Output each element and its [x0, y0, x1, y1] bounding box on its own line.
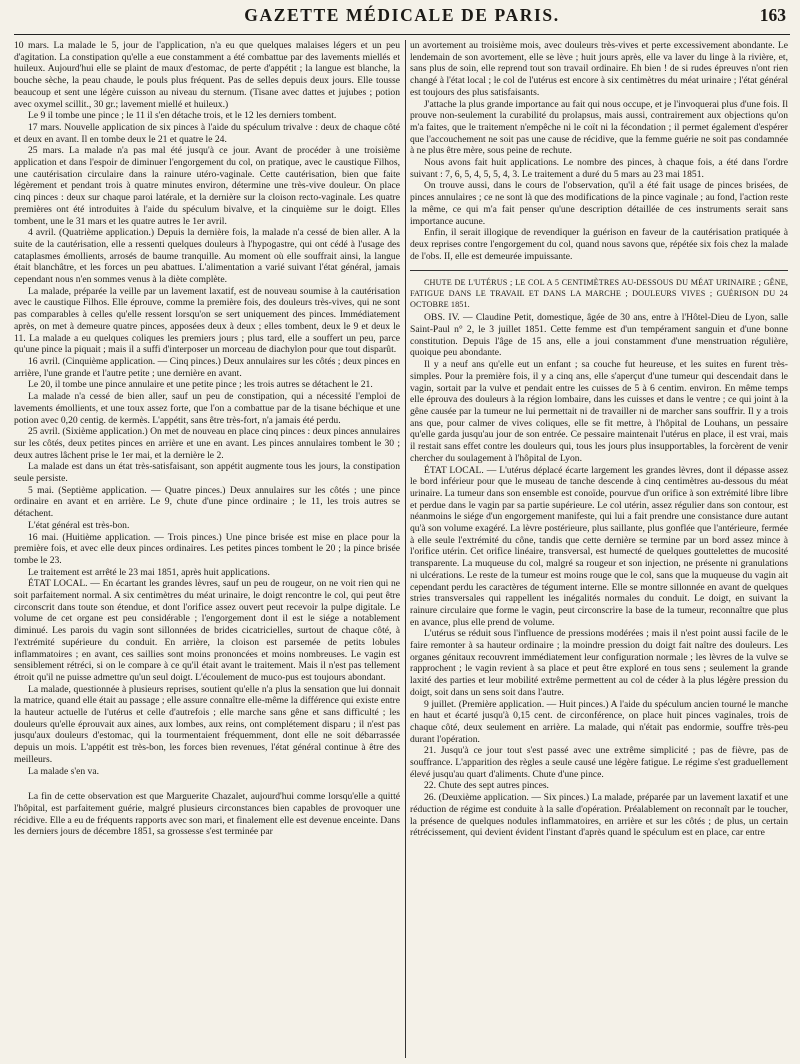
left-paragraph: Le 20, il tombe une pince annulaire et une petite pince ; les trois autres se détachent le 21.: [28, 379, 373, 391]
publication-title: GAZETTE MÉDICALE DE PARIS.: [244, 5, 560, 25]
page-header: [14, 0, 790, 35]
right-paragraph: un avortement au troisième mois, avec douleurs très-vives et perte excessivement abondante. Le lendemain de son avortement, elle se lève ; huit jours après, elle va laver du linge à la rivière, et, sans plus de soin, elle reprend tout son travail ordinaire. Eh bien ! de si rudes épreuves n'ont rien changé à l'état local ; le col de l'utérus est encore à six centimètres du méat urinaire ; l'état général est toujours des plus satisfaisants.: [410, 40, 788, 98]
right-paragraph: 9 juillet. (Première application. — Huit pinces.) A l'aide du spéculum ancien tourné le manche en haut et écarté jusqu'à 0,15 cent. de circonférence, on place huit pinces vaginales, trois de chaque côté, deux seulement en arrière. La malade, qui n'était pas endormie, souffre très-peu durant l'opération.: [410, 698, 788, 745]
left-paragraph: 5 mai. (Septième application. — Quatre pinces.) Deux annulaires sur les côtés ; une pince ordinaire en avant et en arrière. Le 9, chute d'une pince ordinaire ; le 11, les trois autres se détachent.: [14, 484, 400, 520]
left-paragraph: 25 mars. La malade n'a pas mal été jusqu'à ce jour. Avant de procéder à une troisième application et dans l'espoir de diminuer l'engorgement du col, on pratique, avec le caustique Filhos, une cautérisation circulaire dans la rainure utéro-vaginale. Cette cautérisation, bien que faite légèrement et pendant trois à quatre minutes environ, détermine une très-vive douleur. On place cinq pinces : deux sur chaque paroi latérale, et la dernière sur la cloison recto-vaginale. Les quatre premières ont été introduites à l'aide du spéculum bivalve, et la cinquième sur le doigt. Elles tombent, une le 31 mars et les quatre autres le 1er avril.: [14, 145, 400, 227]
left-paragraph: La malade, préparée la veille par un lavement laxatif, est de nouveau soumise à la cautérisation avec le caustique Filhos. Elle éprouve, comme la première fois, des douleurs très-vives, qui ne sont pas comparables à celles qu'elle ressent lorsqu'on se sert uniquement des pinces. Immédiatement après, on met à demeure quatre pinces, apposées deux à deux ; elles tombent, deux le 9 et deux le 11. La malade a eu quelques coliques les premiers jours ; plus tard, elle a souffert un peu, parce qu'une pince la piquait ; mais il a suffi d'interposer un morceau de diachylon pour que tout disparût.: [14, 285, 400, 356]
right-paragraph: Nous avons fait huit applications. Le nombre des pinces, à chaque fois, a été dans l'ordre suivant : 7, 6, 5, 4, 5, 5, 4, 3. Le traitement a duré du 5 mars au 23 mai 1851.: [410, 157, 788, 180]
right-paragraph: J'attache la plus grande importance au fait qui nous occupe, et je l'invoquerai plus d'une fois. Il prouve non-seulement la curabilité du prolapsus, mais aussi, contrairement aux objections qu'on m'a faites, que le traitement n'empêche ni le coït ni la fécondation ; il permet également d'espérer que l'accouchement ne soit pas une cause de récidive, que la femme guérie ne soit pas condamnée à ne plus être mère, sous peine de rechute.: [410, 98, 788, 157]
right-paragraph: Enfin, il serait illogique de revendiquer la guérison en faveur de la cautérisation pratiquée à deux reprises contre l'engorgement du col, quand nous savons que, répétée six fois chez la malade de l'obs. II, elle est demeurée impuissante.: [410, 227, 788, 262]
left-column: [14, 40, 400, 1060]
right-paragraph: On trouve aussi, dans le cours de l'observation, qu'il a été fait usage de pinces brisées, de pinces annulaires ; ce ne sont là que des modifications de la pince vaginale ; au fond, l'action reste la même, ce qui m'a fait penser qu'une description détaillée de ces instruments serait sans importance aucune.: [410, 180, 788, 227]
left-paragraph: La malade, questionnée à plusieurs reprises, soutient qu'elle n'a plus la sensation que lui donnait la matrice, quand elle était au passage ; elle assure connaître elle-même la différence qui existe entre la hauteur actuelle de l'utérus et celle d'autrefois ; elle marche sans gêne et sans difficulté ; les douleurs qu'elle éprouvait aux aines, aux lombes, aux reins, ont complétement disparu ; il n'est pas jusqu'aux douleurs d'estomac, qui la tourmentaient fréquemment, dont elle ne soit débarrassée depuis un mois. L'appétit est très-bon, les forces bien revenues, l'état général continue à être des meilleurs.: [14, 683, 400, 765]
left-paragraph: 25 avril. (Sixième application.) On met de nouveau en place cinq pinces : deux pinces annulaires sur les côtés, deux petites pinces en arrière et une en avant. Les pinces annulaires tombent le 30 ; deux autres lâchent prise le 1er mai, et la dernière le 2.: [14, 426, 400, 461]
paragraph-spacer: [14, 777, 400, 791]
left-paragraph: La malade s'en va.: [28, 765, 99, 777]
section-rule: [410, 270, 788, 271]
left-paragraph: 17 mars. Nouvelle application de six pinces à l'aide du spéculum trivalve : deux de chaque côté et deux en avant. Il en tombe deux le 21 et quatre le 24.: [14, 121, 400, 145]
right-paragraph: ÉTAT LOCAL. — L'utérus déplacé écarte largement les grandes lèvres, dont il dépasse assez le bord inférieur pour que le museau de tanche descende à cinq centimètres au-dessous du méat urinaire. La tumeur dans son ensemble est conoïde, pourvue d'un orifice à son extrémité libre libre et perdue dans le vagin par sa partie supérieure. Le col utérin, assez régulier dans son contour, est néanmoins le siége d'un engorgement manifeste, qui lui a fait prendre une consistance dure autant qu'à son volume exagéré. La lèvre postérieure, plus saillante, plus gonflée que l'antérieure, fermée à elle seule l'extrémité du cône, tandis que cette dernière se termine par un bord assez mince à l'orifice utérin. Cet orifice linéaire, transversal, est humecté de quelques gouttelettes de mucosité transparente. La muqueuse du col, malgré sa rougeur et son injection, ne présente ni granulations ni ulcérations. Le reste de la tumeur est moins rouge que le col, sans que la muqueuse du vagin ait cependant perdu les caractères de tégument interne. Elle se montre sillonnée en avant de quelques stries transversales qui rappellent les inégalités normales du conduit. Le doigt, en suivant la rainure circulaire que forme le vagin, peut circonscrire la base de la tumeur, reconnaître que plus en avance, plus elle prend de volume.: [410, 464, 788, 628]
left-paragraph: Le traitement est arrêté le 23 mai 1851, après huit applications.: [28, 566, 270, 578]
right-column: [410, 40, 788, 1060]
left-paragraph: La fin de cette observation est que Marguerite Chazalet, aujourd'hui comme lorsqu'elle a quitté l'hôpital, est parfaitement guérie, malgré plusieurs circonstances bien capables de provoquer une récidive. Elle a eu de fréquents rapports avec son mari, et finalement elle est devenue enceinte. Dans les derniers jours de décembre 1851, sa grossesse s'est terminée par: [14, 791, 400, 838]
left-paragraph: La malade est dans un état très-satisfaisant, son appétit augmente tous les jours, la constipation seule persiste.: [14, 461, 400, 485]
left-paragraph: 4 avril. (Quatrième application.) Depuis la dernière fois, la malade n'a cessé de bien aller. A la suite de la cautérisation, elle a ressenti quelques douleurs à l'hypogastre, qui ont cédé à l'usage des cataplasmes émollients, arrosés de baume tranquille. Au moment où elle souffrait ainsi, la langue était blanchâtre, et les forces un peu abattues. L'alimentation a varié suivant l'état général, jamais cependant nous n'en sommes venus à la diète complète.: [14, 227, 400, 286]
left-paragraph: La malade n'a cessé de bien aller, sauf un peu de constipation, qui a nécessité l'emploi de lavements émollients, et une toux assez forte, que l'on a combattue par de la tisane béchique et une potion avec 0,20 centig. de kermès. L'appétit, sans être très-fort, n'a jamais été perdu.: [14, 391, 400, 426]
left-paragraph: ÉTAT LOCAL. — En écartant les grandes lèvres, sauf un peu de rougeur, on ne voit rien qui ne soit parfaitement normal. A six centimètres du méat urinaire, le doigt rencontre le col, qui peut être circonscrit dans toute son étendue, et dont l'orifice assez ouvert peut recevoir la pulpe digitale. Le volume de cet organe est peu considérable ; l'engorgement dont il est le siége a notablement diminué. Les parois du vagin sont sillonnées de brides cicatricielles, surtout de chaque côté, à l'extrémité supérieure du conduit. En arrière, la cloison est parsemée de petits lobules inflammatoires ; en avant, ces saillies sont moins prononcées et moins nombreuses. Le vagin est sensiblement rétréci, si on le compare à ce qu'il était avant le traitement. Mais il n'est pas tellement étroit qu'il ne puisse admettre qu'un seul doigt. L'écoulement de muco-pus est toujours abondant.: [14, 578, 400, 683]
right-paragraph: Il y a neuf ans qu'elle eut un enfant ; sa couche fut heureuse, et les suites en furent très-simples. Pour la première fois, il y a cinq ans, elle s'aperçut d'une tumeur qui descendait dans le vagin, sortait par la vulve et pendait entre les cuisses de 5 à 6 centim. environ. En même temps elle éprouva des douleurs à la région lombaire, dans les cuisses et dans le ventre ; ce qui joint à la gêne causée par la tumeur ne lui permettait ni de travailler ni de marcher sans souffrir. Il y a trois ans que, pour calmer de vives coliques, elle se fit mettre, à l'hôpital de Louhans, un pessaire qu'elle garda jusqu'au jour de son entrée. Ce pessaire maintenait l'utérus en place, il est vrai, mais il restait sans effet contre les douleurs qui, tous les jours plus insupportables, la forcèrent de venir chercher du soulagement à l'hôpital de Lyon.: [410, 359, 788, 464]
left-paragraph: 16 mai. (Huitième application. — Trois pinces.) Une pince brisée est mise en place pour la première fois, et avec elle deux pinces ordinaires. Les petites pinces tombent le 20 ; la pince brisée tombe le 23.: [14, 531, 400, 566]
page-number: 163: [759, 5, 786, 25]
observation-heading: CHUTE DE L'UTÉRUS ; LE COL A 5 CENTIMÈTRES AU-DESSOUS DU MÉAT URINAIRE ; GÊNE, FATIGUE DANS LE TRAVAIL ET DANS LA MARCHE ; DOULEURS VIVES ; GUÉRISON DU 24 OCTOBRE 1851.: [410, 278, 788, 310]
right-paragraph: L'utérus se réduit sous l'influence de pressions modérées ; mais il n'est point aussi facile de le faire remonter à sa hauteur ordinaire ; la moindre pression du doigt fait naître des douleurs. Les organes génitaux recouvrent immédiatement leur configuration normale ; les lèvres de la vulve se rapprochent ; le vagin revient à sa place et peut être exploré en tous sens ; seulement la grande laxité des parties et leur mobilité extrême permettent au col de céder à la plus légère pression du doigt, soit dans un sens soit dans l'autre.: [410, 628, 788, 698]
left-paragraph: 16 avril. (Cinquième application. — Cinq pinces.) Deux annulaires sur les côtés ; deux pinces en arrière, l'une grande et l'autre petite ; une dernière en avant.: [14, 355, 400, 379]
left-paragraph: L'état général est très-bon.: [28, 519, 130, 531]
left-paragraph: 10 mars. La malade le 5, jour de l'application, n'a eu que quelques malaises légers et un peu d'agitation. La constipation qu'elle a eue constamment a été combattue par des lavements miellés et huileux. Aujourd'hui elle se plaint de maux d'estomac, de perte d'appétit ; la langue est blanche, la bouche sèche, la peau chaude, le pouls plus fréquent. Pas de selles depuis deux jours. Elle tousse beaucoup et sent une légère cuisson au niveau du sternum. (Tisane avec dattes et jujubes ; potion avec oxymel scillit., 30 gr.; lavement miellé et huileux.): [14, 40, 400, 110]
right-paragraph: 21. Jusqu'à ce jour tout s'est passé avec une extrême simplicité ; pas de fièvre, pas de souffrance. L'apparition des règles a seule causé une légère fatigue. Le régime s'est graduellement élevé jusqu'au quart d'aliments. Chute d'une pince.: [410, 745, 788, 780]
column-divider: [405, 40, 406, 1058]
right-paragraph: OBS. IV. — Claudine Petit, domestique, âgée de 30 ans, entre à l'Hôtel-Dieu de Lyon, salle Saint-Paul n° 2, le 3 juillet 1851. Cette femme est d'un tempérament sanguin et d'une bonne constitution. Depuis l'âge de 15 ans, elle a joui constamment d'une menstruation régulière, quoique peu abondante.: [410, 312, 788, 359]
left-paragraph: Le 9 il tombe une pince ; le 11 il s'en détache trois, et le 12 les derniers tombent.: [28, 110, 337, 122]
right-paragraph: 22. Chute des sept autres pinces.: [424, 780, 549, 792]
right-paragraph: 26. (Deuxième application. — Six pinces.) La malade, préparée par un lavement laxatif et une réduction de régime est conduite à la salle d'opération. Préalablement on reconnaît par le toucher, la présence de quelques nodules inflammatoires, en arrière et sur les côtés ; de plus, un certain rétrécissement, qui devient évident l'instant d'après quand le spéculum est en place, car entre: [410, 792, 788, 839]
